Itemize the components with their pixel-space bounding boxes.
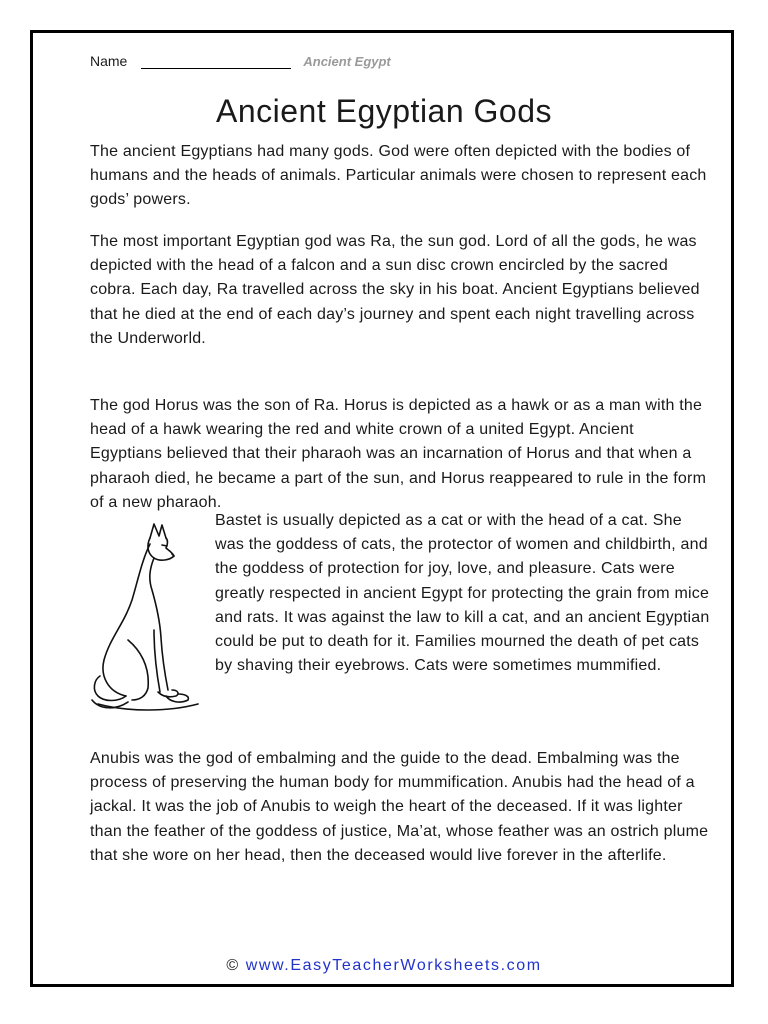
anubis-paragraph: Anubis was the god of embalming and the guide to the dead. Embalming was the process of preserving the human body for mummification. Anubis had the head of a jackal. It was the job of Anubis to weigh the heart of the deceased. If it was lighter than the feather of the goddess of justice, Ma’at, whose feather was an ostrich plume that she wore on her head, then the deceased would live forever in the afterlife. (90, 750, 709, 864)
footer (0, 957, 768, 975)
horus-paragraph: The god Horus was the son of Ra. Horus is depicted as a hawk or as a man with the head of a hawk wearing the red and white crown of a united Egypt. Ancient Egyptians believed that their pharaoh was an incarnation of Horus and that when a pharaoh died, he became a part of the sun, and Horus reappeared to rule in the form of a new pharaoh. (90, 397, 707, 511)
copyright-symbol: © (226, 957, 240, 974)
worksheet-title: Ancient Egyptian Gods (215, 93, 553, 129)
intro-paragraph: The ancient Egyptians had many gods. God were often depicted with the bodies of humans and the heads of animals. Particular animals were chosen to represent each gods’ powers. (90, 143, 707, 209)
website-link[interactable]: www.EasyTeacherWorksheets.com (245, 957, 542, 974)
ra-paragraph: The most important Egyptian god was Ra, the sun god. Lord of all the gods, he was depicted with the head of a falcon and a sun disc crown encircled by the sacred cobra. Each day, Ra travelled across the sky in his boat. Ancient Egyptians believed that he died at the end of each day’s journey and spent each night travelling across the Underworld. (90, 233, 700, 347)
bastet-paragraph: Bastet is usually depicted as a cat or with the head of a cat. She was the goddess of cats, the protector of women and childbirth, and the goddess of protection for joy, love, and pleasure. Cats were greatly respected in ancient Egypt for protecting the grain from mice and rats. It was against the law to kill a cat, and an ancient Egyptian could be put to death for it. Families mourned the death of pet cats by shaving their eyebrows. Cats were sometimes mummified. (215, 512, 710, 675)
worksheet-header (90, 49, 391, 69)
bastet-cat-illustration (88, 520, 213, 720)
name-label: Name (90, 53, 128, 69)
topic-label: Ancient Egypt (303, 54, 391, 69)
name-blank-line (141, 53, 291, 69)
